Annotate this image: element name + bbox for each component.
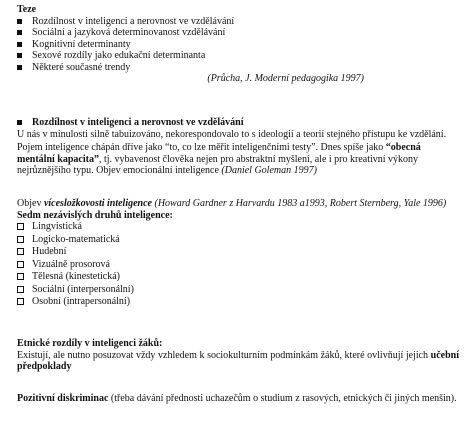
list-item: Sociální a jazyková determinovanost vzdělávání <box>17 27 459 39</box>
section-multiple-intelligences <box>17 198 459 309</box>
square-bullet-icon <box>17 42 22 47</box>
square-bullet-icon <box>17 65 22 70</box>
section-heading: Rozdílnost v inteligenci a nerovnost ve vzdělávání <box>17 117 459 129</box>
paragraph: Objev vícesložkovosti inteligence (Howard Gardner z Harvardu 1983 a1993, Robert Sternberg, Yale 1996) <box>17 198 447 209</box>
section-intelligence-inequality <box>17 117 459 177</box>
list-item: Kognitivní determinanty <box>17 39 459 51</box>
list-item: Lingvistická <box>17 221 459 234</box>
paragraph: U nás v minulosti silně tabuizováno, nekorespondovalo to s ideologií a teorií stejného přístupu ke vzdělání. <box>17 128 447 140</box>
list-item: Hudební <box>17 246 459 259</box>
square-bullet-icon <box>17 19 22 24</box>
paragraph: Existují, ale nutno posuzovat vždy vzhledem k sociokulturním podmínkám žáků, které ovlivňují jejich učební předpoklady <box>17 349 459 372</box>
checkbox-bullet-icon <box>17 248 24 255</box>
section-ethnic-differences <box>17 338 459 373</box>
checkbox-bullet-icon <box>17 286 24 293</box>
list-heading: Sedm nezávislých druhů inteligence: <box>17 209 173 221</box>
paragraph: Pojem inteligence chápán dříve jako “to, co lze měřit inteligenčními testy”. Dnes spíše jako “obecná mentální kapacita”, tj. vybavenost člověka nejen pro abstraktní myšlení, ale i pro kreativní výkony nejrůznějšího typu. Objev emocionální inteligence (Daniel Goleman 1997) <box>17 142 421 176</box>
checkbox-bullet-icon <box>17 261 24 268</box>
theses-citation: (Průcha, J. Moderní pedagogika 1997) <box>207 73 364 84</box>
list-item: Osobní (intrapersonální) <box>17 296 459 309</box>
section-heading: Etnické rozdíly v inteligenci žáků: <box>17 338 163 349</box>
list-item: Tělesná (kinestetická) <box>17 271 459 284</box>
checkbox-bullet-icon <box>17 273 24 280</box>
square-bullet-icon <box>17 53 22 58</box>
theses-heading: Teze <box>17 4 37 15</box>
checkbox-bullet-icon <box>17 298 24 305</box>
list-item: Logicko-matematická <box>17 234 459 247</box>
checkbox-bullet-icon <box>17 236 24 243</box>
list-item: Rozdílnost v inteligenci a nerovnost ve vzdělávání <box>17 16 459 28</box>
checkbox-bullet-icon <box>17 223 24 230</box>
list-item: Některé současné trendy <box>17 62 459 74</box>
list-item: Sociální (interpersonální) <box>17 284 459 297</box>
square-bullet-icon <box>17 120 22 125</box>
theses-block <box>17 4 459 85</box>
section-positive-discrimination <box>17 393 459 405</box>
square-bullet-icon <box>17 30 22 35</box>
paragraph: Pozitivní diskriminac (třeba dávání přednosti uchazečům o studium z rasových, etnických či jiných menšin). <box>17 393 457 404</box>
list-item: Sexové rozdíly jako edukační determinanta <box>17 50 459 62</box>
list-item: Vizuálně prosorová <box>17 259 459 272</box>
